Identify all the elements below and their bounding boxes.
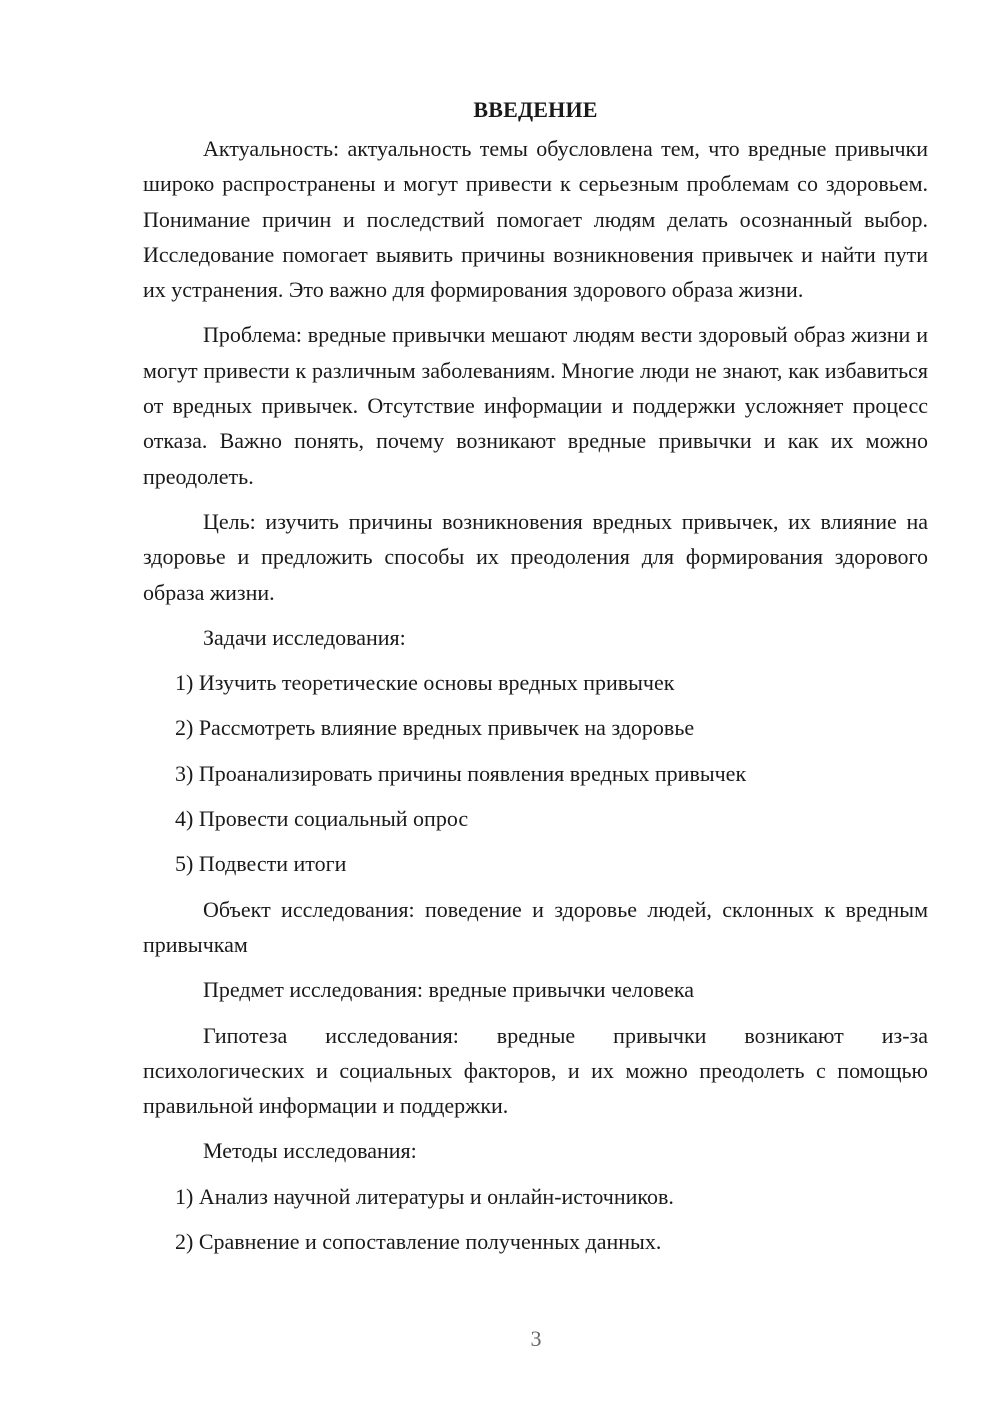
object-paragraph: Объект исследования: поведение и здоровье людей, склонных к вредным привычкам [143, 896, 928, 957]
list-item: 1) Изучить теоретические основы вредных привычек [175, 670, 675, 696]
tasks-heading: Задачи исследования: [203, 624, 406, 650]
section-title: ВВЕДЕНИЕ [473, 97, 598, 122]
list-item: 2) Рассмотреть влияние вредных привычек на здоровье [175, 715, 695, 741]
methods-heading: Методы исследования: [203, 1138, 417, 1164]
list-item: 2) Сравнение и сопоставление полученных данных. [175, 1229, 662, 1255]
page-content [143, 92, 928, 1269]
list-item: 4) Провести социальный опрос [175, 806, 469, 832]
problem-paragraph: Проблема: вредные привычки мешают людям вести здоровый образ жизни и могут привести к различным заболеваниям. Многие люди не знают, как избавиться от вредных привычек. Отсутствие информации и поддержки усложняет процесс отказа. Важно понять, почему возникают вредные привычки и как их можно преодолеть. [143, 322, 928, 489]
hypothesis-paragraph: Гипотеза исследования: вредные привычки возникают из-за психологических и социальных факторов, и их можно преодолеть с помощью правильной информации и поддержки. [143, 1022, 928, 1119]
list-item: 5) Подвести итоги [175, 851, 347, 877]
relevance-paragraph: Актуальность: актуальность темы обусловлена тем, что вредные привычки широко распространены и могут привести к серьезным проблемам со здоровьем. Понимание причин и последствий помогает людям делать осознанный выбор. Исследование помогает выявить причины возникновения привычек и найти пути их устранения. Это важно для формирования здорового образа жизни. [143, 136, 928, 303]
list-item: 1) Анализ научной литературы и онлайн-источников. [175, 1183, 674, 1209]
subject-paragraph: Предмет исследования: вредные привычки человека [203, 977, 695, 1003]
list-item: 3) Проанализировать причины появления вредных привычек [175, 760, 747, 786]
page-number: 3 [530, 1326, 542, 1351]
goal-paragraph: Цель: изучить причины возникновения вредных привычек, их влияние на здоровье и предложить способы их преодоления для формирования здорового образа жизни. [143, 508, 928, 605]
tasks-list [143, 665, 928, 881]
methods-list [143, 1179, 928, 1260]
